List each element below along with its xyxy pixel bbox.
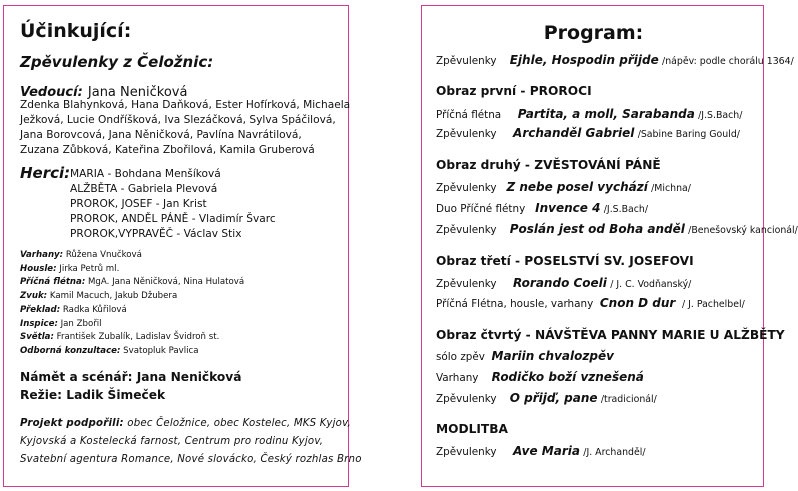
credit-value: Kamil Macuch, Jakub Džubera: [49, 291, 178, 302]
performer: Duo Příčné flétny: [436, 203, 526, 215]
program-item: [436, 201, 648, 215]
piece-source: /J.S.Bach/: [698, 110, 743, 121]
program-item: [436, 107, 742, 121]
program-intro: [436, 53, 794, 67]
piece-source: /Michna/: [651, 183, 691, 194]
piece-title: O přijď, pane: [509, 391, 598, 405]
performer: Varhany: [436, 372, 479, 384]
credit-label: Zvuk:: [20, 291, 48, 302]
piece-title: Rodičko boží vznešená: [491, 370, 644, 384]
scenario-line: Námět a scénář: Jana Neničková: [20, 370, 242, 384]
credit-label: Inspice:: [20, 318, 58, 329]
actors-label: Herci:: [20, 164, 71, 182]
credit-value: Jirka Petrů ml.: [59, 263, 120, 274]
support-line: Kyjovská a Kostelecká farnost, Centrum pro rodinu Kyjov,: [20, 436, 324, 447]
section-heading: Obraz druhý - ZVĚSTOVÁNÍ PÁNĚ: [436, 158, 661, 172]
piece-title: Invence 4: [535, 201, 601, 215]
piece-source: /nápěv: podle chorálu 1364/: [662, 56, 794, 67]
piece-source: /J.S.Bach/: [603, 204, 649, 215]
section-heading: Obraz čtvrtý - NÁVŠTĚVA PANNY MARIE U ALŽBĚTY: [436, 328, 785, 342]
piece-source: /Benešovský kancionál/: [688, 225, 798, 236]
piece-title: Poslán jest od Boha anděl: [509, 222, 685, 236]
piece-title: Ave Maria: [513, 444, 580, 458]
credit-value: Jan Zbořil: [60, 318, 102, 329]
program-title: Program:: [543, 22, 644, 44]
credit-label: Překlad:: [20, 304, 61, 315]
section-heading: MODLITBA: [436, 422, 508, 436]
performer: Zpěvulenky: [436, 446, 497, 458]
credit-label: Světla:: [20, 332, 54, 343]
program-item: [436, 349, 614, 363]
performer: Zpěvulenky: [436, 278, 497, 290]
piece-title: Ejhle, Hospodin přijde: [509, 53, 659, 67]
program-panel: [421, 5, 798, 487]
performer: Zpěvulenky: [436, 224, 497, 236]
performers-panel: [3, 5, 362, 487]
program-item: [436, 296, 745, 310]
choir-subtitle: Zpěvulenky z Čeložnic:: [20, 53, 214, 71]
program-item: [436, 222, 798, 236]
credit-line: [20, 263, 244, 277]
director-line: Režie: Ladik Šimeček: [20, 388, 166, 402]
piece-source: /tradicionál/: [600, 394, 657, 405]
credit-value: MgA. Jana Něničková, Nina Hulatová: [88, 277, 245, 288]
actor-line: PROROK, JOSEF - Jan Krist: [70, 198, 207, 210]
credit-label: Odborná konzultace:: [20, 345, 121, 356]
section-heading: Obraz první - PROROCI: [436, 84, 592, 98]
credit-line: [20, 331, 244, 345]
performer: Příčná flétna: [436, 109, 502, 121]
actor-line: PROROK,VYPRAVĚČ - Václav Stix: [70, 228, 242, 240]
program-item: [436, 391, 657, 405]
piece-title: Cnon D dur: [599, 296, 676, 310]
members-line: Zuzana Zůbková, Kateřina Zbořilová, Kamila Gruberová: [20, 144, 315, 156]
piece-title: Rorando Coeli: [513, 276, 607, 290]
piece-title: Archanděl Gabriel: [513, 126, 635, 140]
performer: Příčná Flétna, housle, varhany: [436, 298, 594, 310]
performer: sólo zpěv: [436, 351, 485, 363]
piece-title: Mariin chvalozpěv: [491, 349, 614, 363]
credit-label: Housle:: [20, 263, 57, 274]
actor-line: MARIA - Bohdana Menšíková: [70, 168, 221, 180]
support-label: Projekt podpořili:: [20, 418, 124, 429]
choir-members: [20, 98, 350, 158]
support-line: Svatební agentura Romance, Nové slovácko, Český rozhlas Brno: [20, 454, 362, 465]
credit-value: Růžena Vnučková: [65, 250, 142, 260]
credits-list: [20, 249, 244, 359]
piece-source: / J. C. Vodňanský/: [610, 279, 692, 290]
piece-source: /Sabine Baring Gould/: [637, 129, 740, 140]
credit-value: Svatopluk Pavlica: [123, 345, 199, 356]
credit-line: [20, 345, 244, 359]
credit-line: [20, 290, 244, 304]
credit-line: [20, 249, 244, 263]
actors-list: [70, 167, 276, 242]
leader-name: Jana Neničková: [87, 85, 188, 100]
section-heading: Obraz třetí - POSELSTVÍ SV. JOSEFOVI: [436, 254, 694, 268]
leader-label: Vedoucí:: [20, 85, 83, 100]
credit-line: [20, 276, 244, 290]
credit-value: František Zubalík, Ladislav Švidroň st.: [56, 332, 220, 343]
credit-label: Varhany:: [20, 250, 64, 260]
program-item: [436, 180, 691, 194]
support-text: obec Čeložnice, obec Kostelec, MKS Kyjov,: [127, 418, 351, 429]
piece-title: Z nebe posel vychází: [506, 180, 648, 194]
performer: Zpěvulenky: [436, 182, 497, 194]
members-line: Ježková, Lucie Ondříšková, Iva Slezáčková, Sylva Spáčilová,: [20, 114, 336, 126]
members-line: Zdenka Blahynková, Hana Daňková, Ester Hofírková, Michaela: [20, 99, 351, 111]
actor-line: ALŽBĚTA - Gabriela Plevová: [70, 183, 218, 195]
program-item: [436, 444, 646, 458]
credit-label: Příčná flétna:: [20, 277, 86, 288]
program-item: [436, 126, 740, 140]
performer: Zpěvulenky: [436, 55, 497, 67]
piece-title: Partita, a moll, Sarabanda: [517, 107, 695, 121]
credit-line: [20, 304, 244, 318]
program-item: [436, 276, 691, 290]
credit-line: [20, 318, 244, 332]
performer: Zpěvulenky: [436, 393, 497, 405]
performer: Zpěvulenky: [436, 128, 497, 140]
actor-line: PROROK, ANDĚL PÁNĚ - Vladimír Švarc: [70, 213, 276, 225]
members-line: Jana Borovcová, Jana Něničková, Pavlína Navrátilová,: [20, 129, 302, 141]
supporters-block: [20, 415, 362, 469]
performers-title: Účinkující:: [20, 20, 132, 42]
support-line: [20, 415, 362, 433]
credit-value: Radka Kůřilová: [62, 304, 127, 315]
piece-source: / J. Pachelbel/: [681, 299, 745, 310]
piece-source: /J. Archanděl/: [583, 447, 646, 458]
program-item: [436, 370, 644, 384]
